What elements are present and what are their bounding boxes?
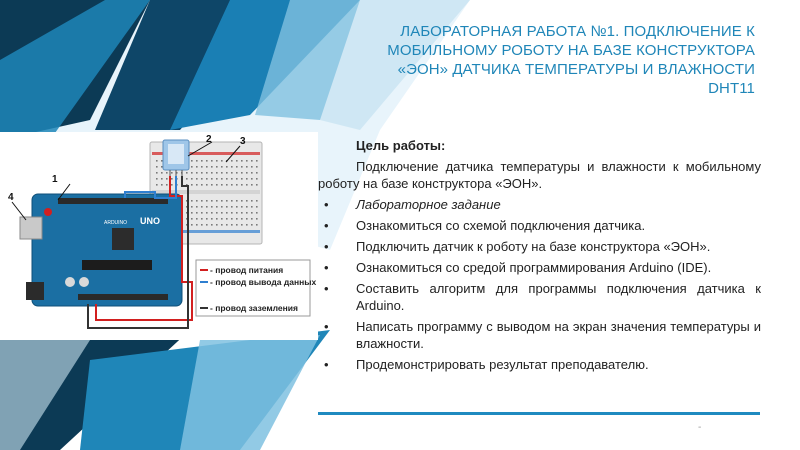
legend-power: - провод питания (210, 265, 284, 275)
board-brand: ARDUINO (104, 220, 128, 226)
goal-text: Подключение датчика температуры и влажности к мобильному роботу на базе конструктора «ЭОН». (318, 159, 761, 191)
list-item: • Составить алгоритм для программы подключения датчика к Arduino. (324, 281, 761, 313)
list-item: • Продемонстрировать результат преподавателю. (324, 357, 649, 372)
list-item: • Подключить датчик к роботу на базе конструктора «ЭОН». (324, 239, 711, 254)
bullet-icon: • (324, 319, 329, 334)
bullet-icon: • (324, 281, 329, 296)
list-item: • Ознакомиться со схемой подключения датчика. (324, 218, 646, 233)
list-item: • Написать программу с выводом на экран значения температуры и влажности. (324, 319, 761, 351)
bullet-icon: • (324, 218, 329, 233)
wiring-diagram (0, 132, 318, 340)
bg-shape-light-bottom (180, 335, 320, 450)
callout-2: 2 (206, 134, 212, 145)
list-item: • Ознакомиться со средой программирования Arduino (IDE). (324, 260, 712, 275)
task-list (318, 196, 761, 373)
bullet-icon: • (324, 197, 329, 212)
legend-data: - провод вывода данных (210, 277, 317, 287)
goal-title: Цель работы: (356, 138, 446, 153)
callout-4: 4 (8, 192, 14, 203)
page-marker: - (698, 422, 702, 433)
wire-legend (196, 260, 316, 316)
bullet-icon: • (324, 260, 329, 275)
reset-button-shape (44, 208, 52, 216)
task-list-header: • Лабораторное задание (324, 197, 501, 212)
callout-3: 3 (240, 136, 246, 147)
bullet-icon: • (324, 357, 329, 372)
slide-content (318, 137, 761, 377)
bottom-divider (318, 412, 760, 415)
slide-title: ЛАБОРАТОРНАЯ РАБОТА №1. ПОДКЛЮЧЕНИЕ К МОБИЛЬНОМУ РОБОТУ НА БАЗЕ КОНСТРУКТОРА «ЭОН» ДАТЧИКА ТЕМПЕРАТУРЫ И ВЛАЖНОСТИ DHT11 (387, 23, 755, 97)
svg-text:- провод вывода данных (210, 277, 316, 287)
legend-ground: - провод заземления (210, 303, 298, 313)
callout-1: 1 (52, 174, 58, 185)
board-label: UNO (140, 216, 160, 226)
arduino-board (20, 194, 182, 306)
bullet-icon: • (324, 239, 329, 254)
